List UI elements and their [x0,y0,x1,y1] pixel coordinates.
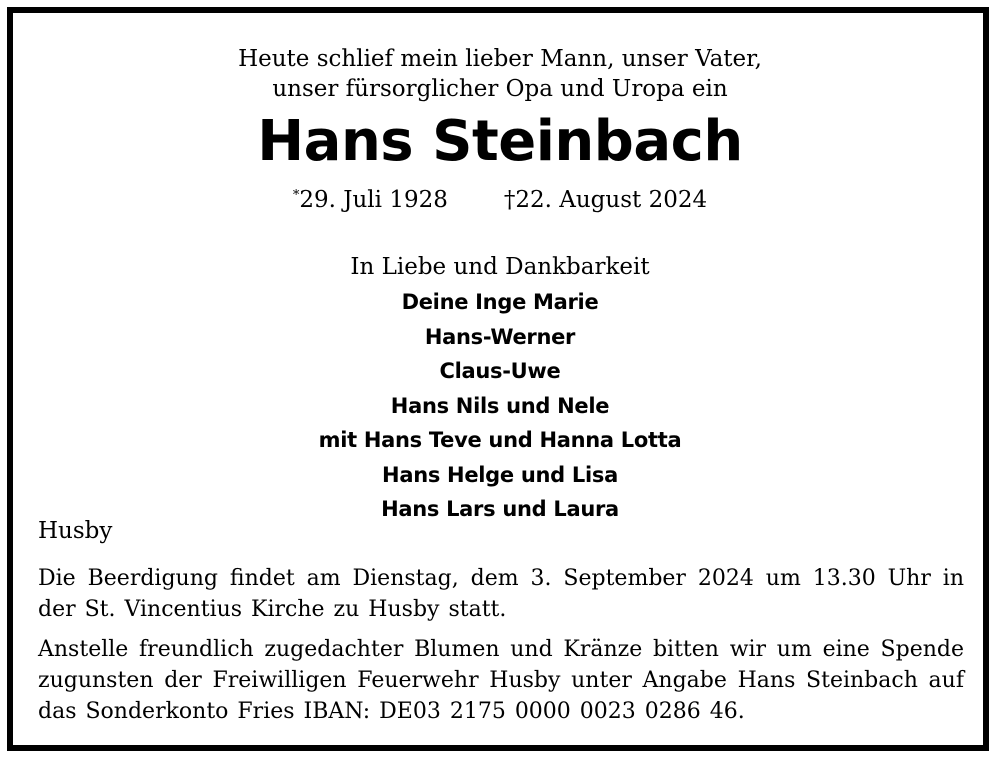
intro-line-2: unser fürsorglicher Opa und Uropa ein [272,76,728,102]
death-date-text: 22. August 2024 [515,187,708,213]
family-list [0,285,1000,527]
family-member: Claus-Uwe [439,359,561,383]
family-member: Hans Lars und Laura [381,497,619,521]
death-date [504,187,707,213]
birth-date [293,187,448,213]
family-member: Hans Nils und Nele [390,393,610,418]
family-member: Hans Helge und Lisa [382,462,618,487]
intro-text [0,44,1000,104]
death-symbol: † [503,187,516,213]
family-member: Deine Inge Marie [401,290,599,314]
birth-date-text: 29. Juli 1928 [299,187,448,213]
intro-line-1: Heute schlief mein lieber Mann, unser Vater, [238,46,762,72]
life-dates [0,181,1000,215]
birth-symbol: * [292,188,300,203]
donation-info: Anstelle freundlich zugedachter Blumen und Kränze bitten wir um eine Spende zugunsten der Freiwilligen Feuerwehr Husby unter Angabe Hans Steinbach auf das Sonderkonto Fries IBAN: DE03 2175 0000 0023 0286 46. [38,637,964,724]
family-member: Hans-Werner [424,324,576,349]
funeral-info: Die Beerdigung findet am Dienstag, dem 3. September 2024 um 13.30 Uhr in der St. Vincentius Kirche zu Husby statt. [38,566,964,622]
family-member: mit Hans Teve und Hanna Lotta [318,428,682,452]
deceased-name: Hans Steinbach [257,109,743,174]
dedication: In Liebe und Dankbarkeit [350,254,650,280]
place-name: Husby [38,518,113,544]
